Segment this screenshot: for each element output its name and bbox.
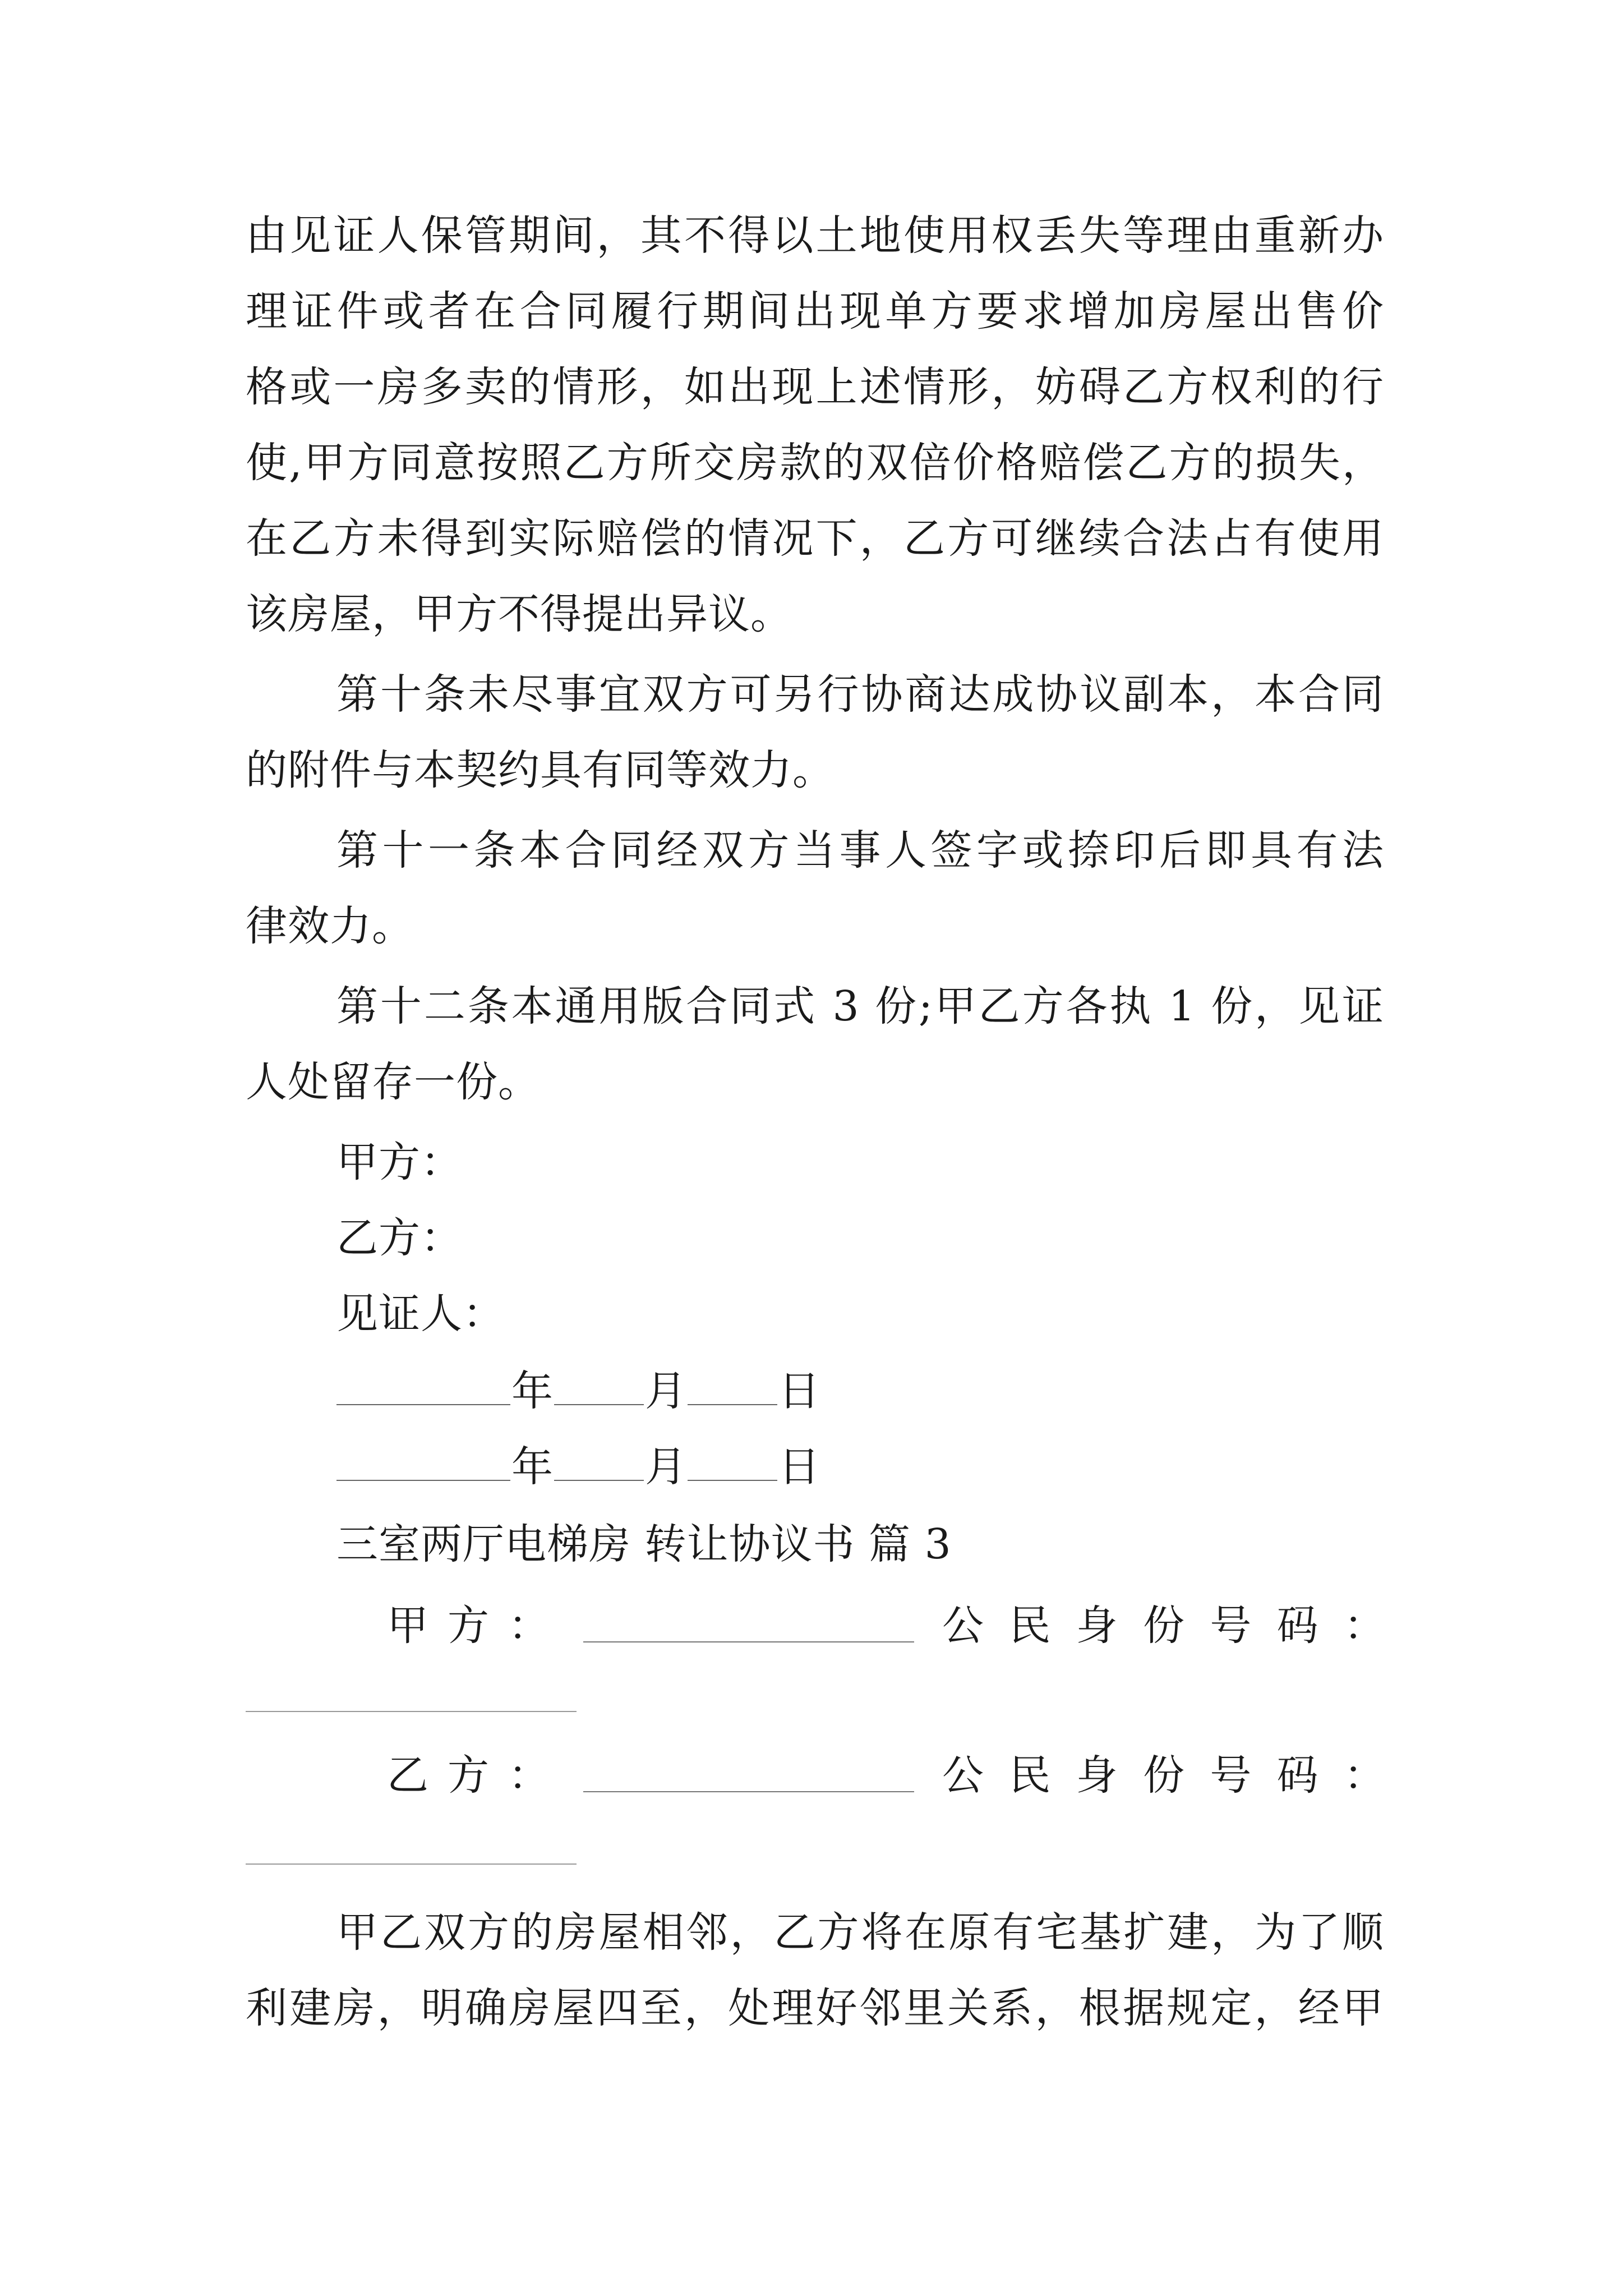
date-month-label: 月 [645, 1443, 686, 1491]
date-year-label: 年 [511, 1443, 553, 1491]
signature-witness: 见证人： [336, 1290, 505, 1338]
signature-party-b: 乙方： [336, 1214, 463, 1262]
party-b-name-blank [583, 1791, 914, 1792]
party-a-row [336, 1598, 1384, 1654]
date-line-2 [336, 1439, 821, 1495]
date-line-1 [336, 1363, 821, 1419]
date-blank-day [688, 1441, 777, 1481]
article-10-line-2: 的附件与本契约具有同等效力。 [246, 746, 834, 794]
body-line-6: 该房屋，甲方不得提出异议。 [246, 590, 792, 638]
article-11-line-1: 第十一条本合同经双方当事人签字或捺印后即具有法 [336, 826, 1384, 875]
article-12-line-2: 人处留存一份。 [246, 1058, 540, 1106]
date-blank-month [554, 1365, 644, 1405]
party-a-id-label: 公民身份号码： [942, 1602, 1385, 1650]
date-blank-day [688, 1365, 777, 1405]
body-line-5: 在乙方未得到实际赔偿的情况下，乙方可继续合法占有使用 [246, 514, 1384, 563]
date-day-label: 日 [778, 1443, 820, 1491]
date-blank-year [336, 1365, 510, 1405]
party-b-row [336, 1747, 1384, 1803]
party-b-id-label: 公民身份号码： [942, 1751, 1385, 1800]
date-day-label: 日 [778, 1367, 820, 1415]
party-b-label: 乙方： [387, 1751, 550, 1800]
body-line-3: 格或一房多卖的情形，如出现上述情形，妨碍乙方权利的行 [246, 363, 1384, 411]
date-blank-month [554, 1441, 644, 1481]
party-a-label: 甲方： [387, 1602, 550, 1650]
body-line-1: 由见证人保管期间，其不得以土地使用权丢失等理由重新办 [246, 211, 1384, 260]
date-month-label: 月 [645, 1367, 686, 1415]
date-year-label: 年 [511, 1367, 553, 1415]
section-title: 三室两厅电梯房 转让协议书 篇 3 [336, 1520, 952, 1568]
intro-line-2: 利建房，明确房屋四至，处理好邻里关系，根据规定，经甲 [246, 1984, 1384, 2032]
date-blank-year [336, 1441, 510, 1481]
intro-line-1: 甲乙双方的房屋相邻，乙方将在原有宅基扩建，为了顺 [336, 1908, 1384, 1957]
signature-party-a: 甲方： [336, 1138, 463, 1186]
article-12-line-1: 第十二条本通用版合同式 3 份;甲乙方各执 1 份，见证 [336, 982, 1384, 1030]
body-line-2: 理证件或者在合同履行期间出现单方要求增加房屋出售价 [246, 287, 1384, 335]
body-line-4: 使,甲方同意按照乙方所交房款的双倍价格赔偿乙方的损失， [246, 439, 1384, 487]
party-a-id-blank [246, 1711, 577, 1712]
article-11-line-2: 律效力。 [246, 902, 414, 950]
party-b-id-blank [246, 1864, 577, 1865]
party-a-name-blank [583, 1641, 914, 1642]
article-10-line-1: 第十条未尽事宜双方可另行协商达成协议副本，本合同 [336, 670, 1384, 719]
